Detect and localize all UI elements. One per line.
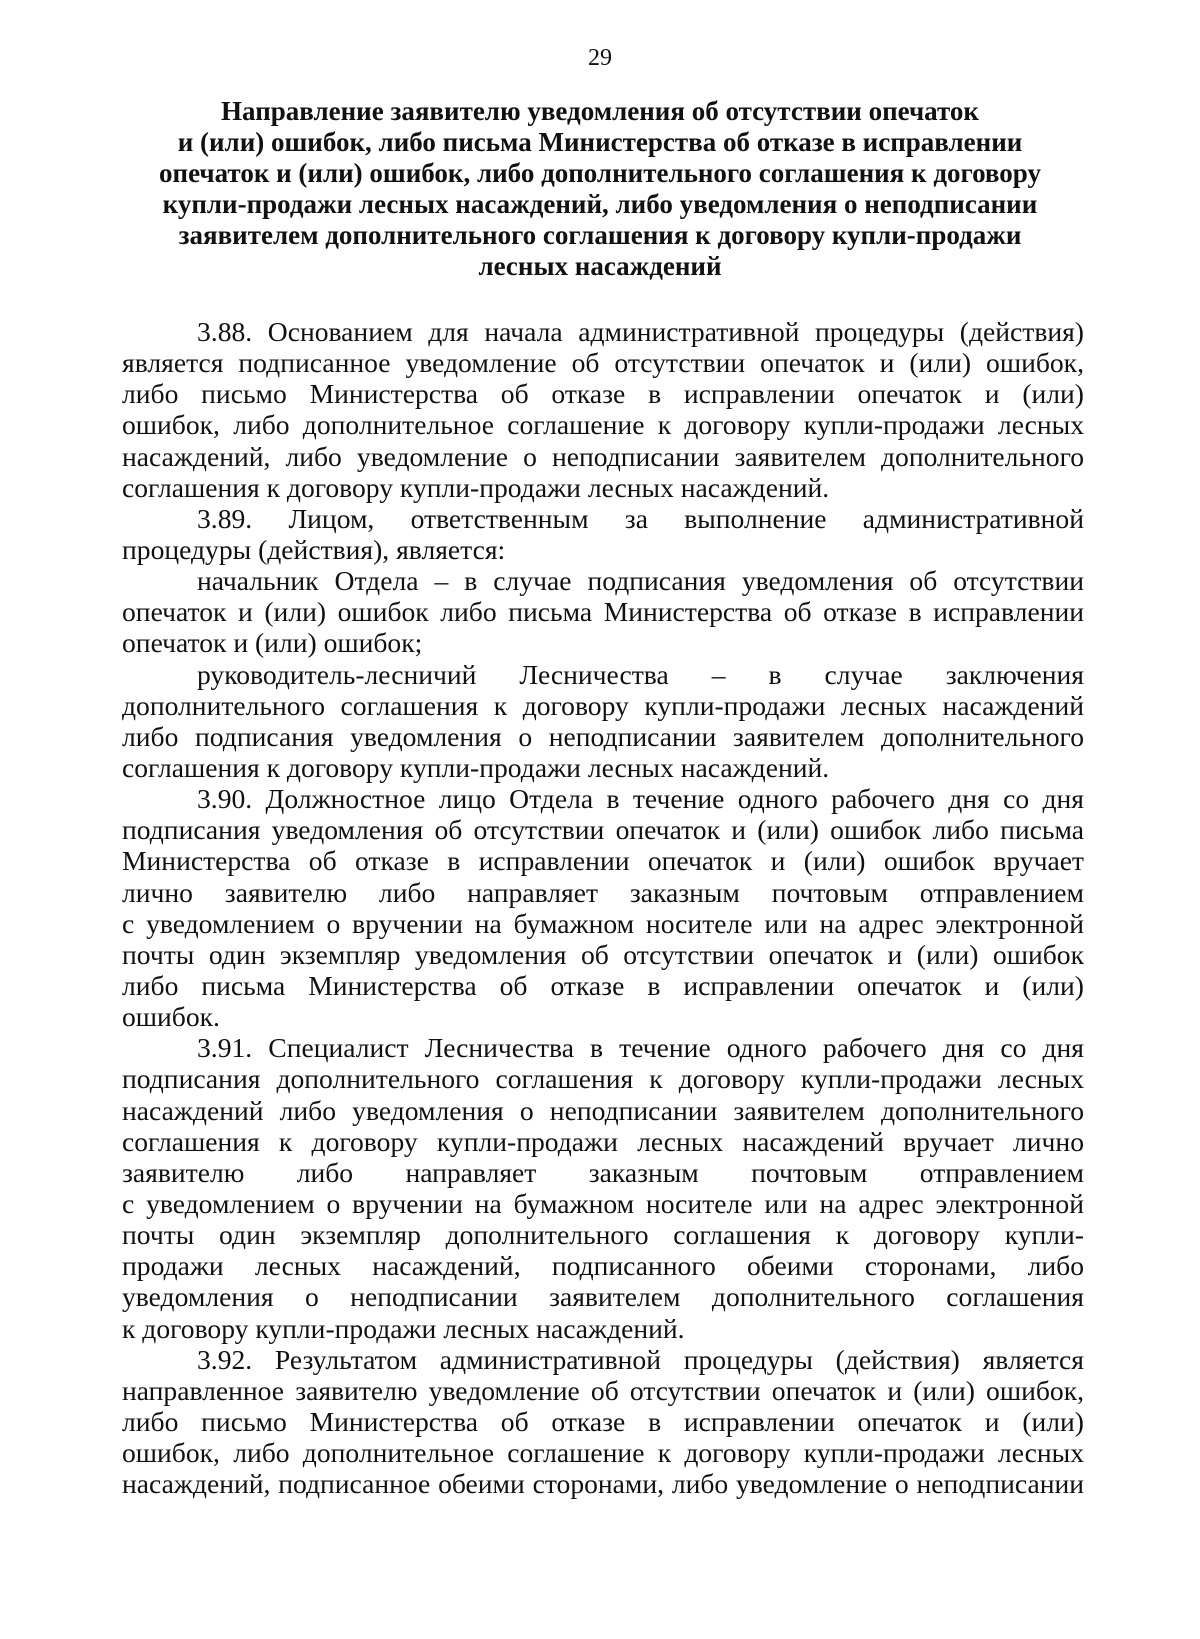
text-line: соглашения к договору купли-продажи лесных насаждений. [122, 471, 830, 503]
page-number: 29 [588, 45, 612, 71]
heading-line: купли-продажи лесных насаждений, либо уведомления о неподписании [162, 189, 1038, 219]
text-line: почты один экземпляр дополнительного соглашения к договору купли- [122, 1219, 1084, 1251]
paragraph-head-of-department [122, 565, 1084, 658]
text-line: 3.89. Лицом, ответственным за выполнение административной [197, 502, 1084, 534]
text-line: насаждений либо уведомления о неподписании заявителем дополнительного [122, 1094, 1084, 1126]
heading-line: и (или) ошибок, либо письма Министерства об отказе в исправлении [177, 127, 1023, 157]
text-line: опечаток и (или) ошибок либо письма Министерства об отказе в исправлении [122, 596, 1084, 628]
text-line: либо письмо Министерства об отказе в исправлении опечаток и (или) [122, 378, 1084, 410]
text-line: продажи лесных насаждений, подписанного обеими сторонами, либо [122, 1250, 1084, 1282]
text-line: уведомления о неподписании заявителем дополнительного соглашения [122, 1281, 1084, 1313]
text-line: подписания дополнительного соглашения к договору купли-продажи лесных [122, 1063, 1084, 1095]
text-line: опечаток и (или) ошибок; [122, 627, 423, 659]
heading-line: лесных насаждений [478, 251, 722, 281]
text-line: 3.88. Основанием для начала административной процедуры (действия) [197, 316, 1084, 347]
text-line: почты один экземпляр уведомления об отсутствии опечаток и (или) ошибок [122, 938, 1084, 970]
paragraph-3-90 [122, 783, 1084, 1032]
text-line: руководитель-лесничий Лесничества – в случае заключения [197, 658, 1084, 690]
heading-line: Направление заявителю уведомления об отсутствии опечаток [221, 96, 979, 126]
text-line: 3.90. Должностное лицо Отдела в течение одного рабочего дня со дня [197, 783, 1084, 815]
heading-line: опечаток и (или) ошибок, либо дополнительного соглашения к договору [159, 158, 1041, 188]
text-line: насаждений, подписанное обеими сторонами, либо уведомление о неподписании [122, 1468, 1084, 1500]
text-line: начальник Отдела – в случае подписания уведомления об отсутствии [197, 565, 1084, 597]
heading-line: заявителем дополнительного соглашения к договору купли-продажи [178, 220, 1022, 250]
paragraph-forester-head [122, 659, 1084, 784]
text-line: Министерства об отказе в исправлении опечаток и (или) ошибок вручает [122, 845, 1084, 877]
text-line: ошибок, либо дополнительное соглашение к договору купли-продажи лесных [122, 1437, 1084, 1469]
text-line: является подписанное уведомление об отсутствии опечаток и (или) ошибок, [122, 347, 1084, 379]
text-line: ошибок. [122, 1001, 220, 1033]
paragraph-3-88 [122, 316, 1084, 503]
text-line: процедуры (действия), является: [122, 533, 506, 565]
paragraph-3-91 [122, 1032, 1084, 1343]
paragraph-3-92 [122, 1344, 1084, 1500]
text-line: 3.92. Результатом административной процедуры (действия) является [197, 1343, 1084, 1375]
text-line: соглашения к договору купли-продажи лесных насаждений вручает лично [122, 1125, 1084, 1157]
text-line: с уведомлением о вручении на бумажном носителе или на адрес электронной [122, 907, 1084, 939]
text-line: ошибок, либо дополнительное соглашение к договору купли-продажи лесных [122, 409, 1084, 441]
section-heading [110, 96, 1090, 282]
text-line: 3.91. Специалист Лесничества в течение одного рабочего дня со дня [197, 1032, 1084, 1064]
paragraph-3-89 [122, 503, 1084, 565]
text-line: с уведомлением о вручении на бумажном носителе или на адрес электронной [122, 1187, 1084, 1219]
text-line: либо подписания уведомления о неподписании заявителем дополнительного [122, 720, 1084, 752]
text-line: заявителю либо направляет заказным почтовым отправлением [122, 1156, 1084, 1188]
text-line: направленное заявителю уведомление об отсутствии опечаток и (или) ошибок, [122, 1374, 1084, 1406]
text-line: лично заявителю либо направляет заказным почтовым отправлением [122, 876, 1084, 908]
text-line: соглашения к договору купли-продажи лесных насаждений. [122, 751, 830, 783]
text-line: либо письма Министерства об отказе в исправлении опечаток и (или) [122, 969, 1084, 1001]
document-body [122, 316, 1084, 1499]
text-line: подписания уведомления об отсутствии опечаток и (или) ошибок либо письма [122, 814, 1084, 846]
text-line: к договору купли-продажи лесных насаждений. [122, 1312, 685, 1344]
text-line: либо письмо Министерства об отказе в исправлении опечаток и (или) [122, 1405, 1084, 1437]
text-line: дополнительного соглашения к договору купли-продажи лесных насаждений [122, 689, 1084, 721]
text-line: насаждений, либо уведомление о неподписании заявителем дополнительного [122, 440, 1084, 472]
